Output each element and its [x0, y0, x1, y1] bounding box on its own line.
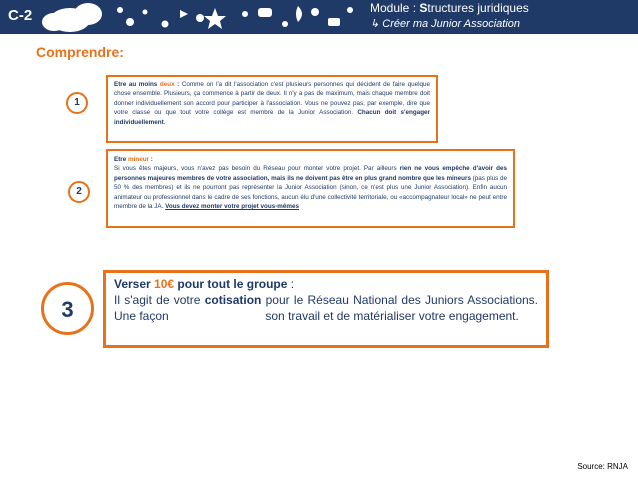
- step-number-1: 1: [66, 92, 88, 114]
- source-credit: Source: RNJA: [577, 462, 628, 471]
- header-banner: [0, 0, 638, 34]
- step-number-3: 3: [41, 282, 94, 335]
- step-number-2: 2: [68, 181, 90, 203]
- requirement-box-2: Etre mineur : Si vous êtes majeurs, vous n'avez pas besoin du Réseau pour monter votre projet. Par ailleurs rien ne vous empêche d'avoir des personnes majeures membres de votre association, mais ils ne doivent pas être en plus grand nombre que les mineurs (pas plus de 50 % des membres) et ils ne pourront pas représenter la Junior Association (sinon, ce n'est plus une Junior Association). Enfin aucun animateur ou professionnel dans le cadre de ses fonctions, aucun élu d'une collectivité territoriale, ou «accompagnateur local» ne peut entre membre de la JA. Vous devez monter votre projet vous-mêmes: [106, 149, 515, 228]
- section-title: Comprendre:: [36, 44, 124, 60]
- requirement-box-1: Etre au moins deux : Comme on l'a dit l'association c'est plusieurs personnes qui décident de faire quelque chose ensemble. Plusieurs, ça commence à partir de deux. Il n'y a pas de maximum, mais chaque membre doit donner individuellement son accord pour participer à l'association. Vous ne pouvez pas, par exemple, dire que votre classe ou que tout votre collège est membre de la Junior Association. Chacun doit s'engager individuellement.: [106, 75, 438, 143]
- module-subtitle: ↳ Créer ma Junior Association: [370, 18, 521, 30]
- requirement-box-3: Verser 10€ pour tout le groupe : Il s'agit de votre cotisation pour le Réseau National des Juniors Associations. Une façon son travail et de matérialiser votre engagement.: [103, 270, 549, 348]
- module-title: Module : Structures juridiques: [370, 1, 529, 15]
- slide-code: C-2: [8, 7, 33, 24]
- banner-decoration-icons: [30, 0, 360, 34]
